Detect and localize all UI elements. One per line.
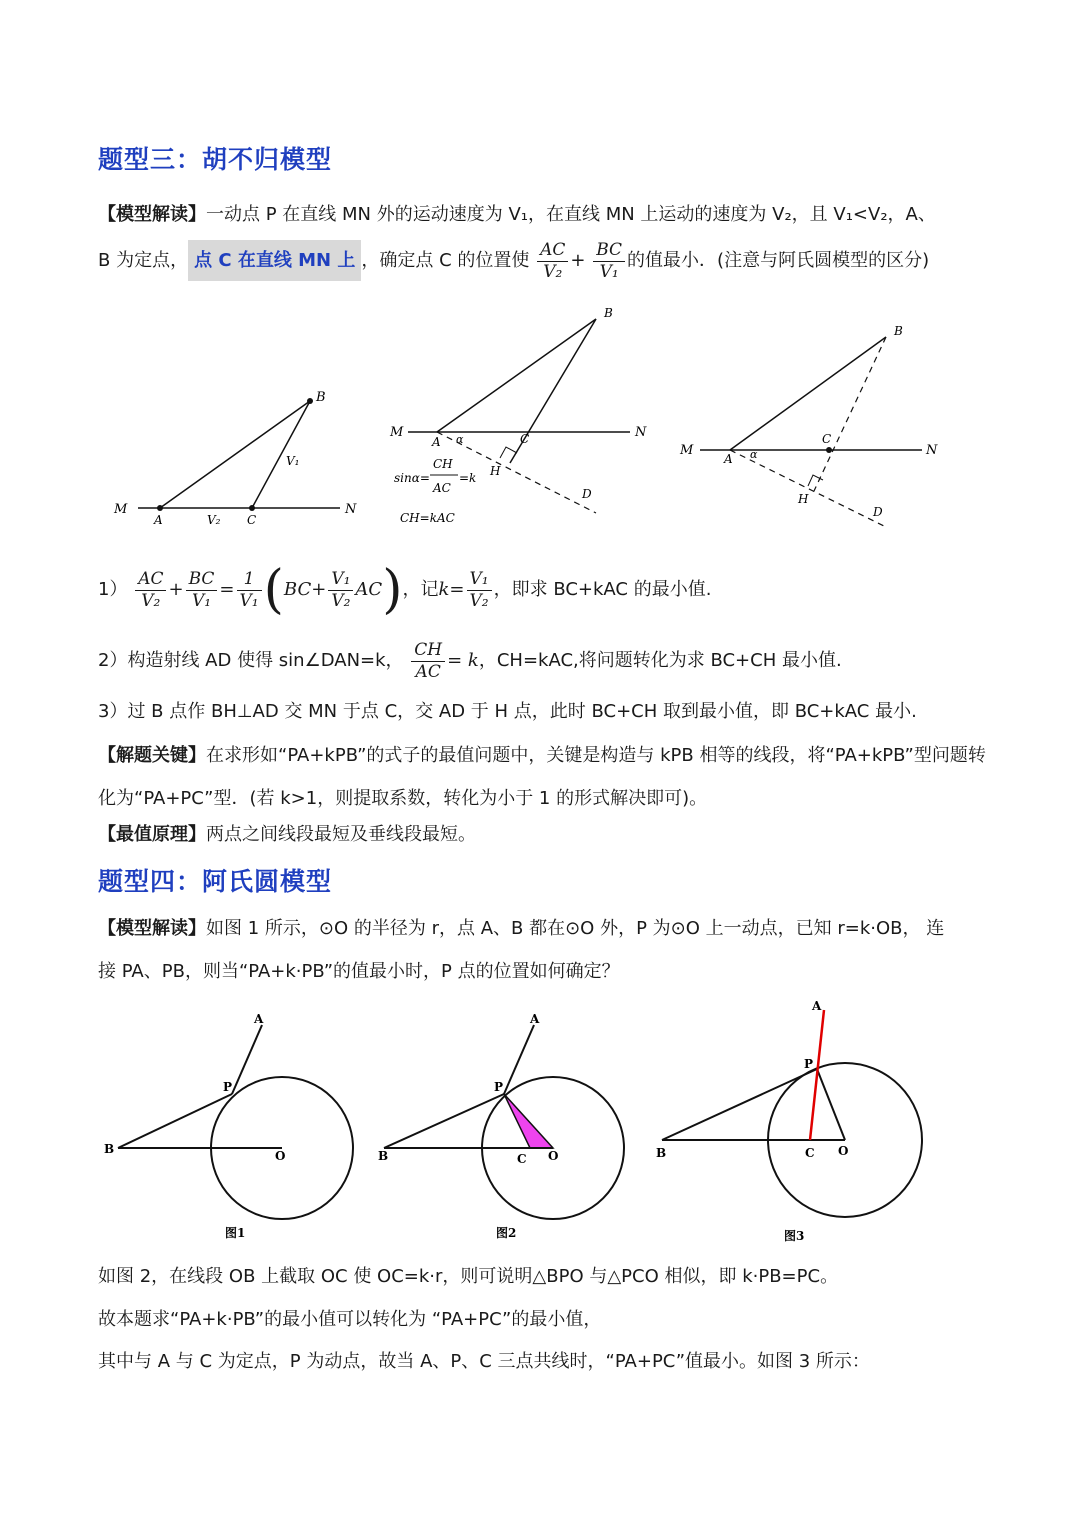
- fig-c-label-b: B: [894, 324, 903, 338]
- step-2: [98, 636, 842, 686]
- highlight-point-c: 点 C 在直线 MN 上: [188, 240, 361, 281]
- fig-b-label-b: B: [604, 306, 613, 320]
- figure-b: [389, 306, 647, 525]
- s4-line-a: 如图 2，在线段 OB 上截取 OC 使 OC=k·r，则可说明△BPO 与△PCO 相似，即 k·PB=PC。: [98, 1266, 839, 1287]
- step2-frac-ch-ac: $\frac{CH}{AC}$: [411, 640, 445, 683]
- fig2-caption: 图2: [496, 1226, 517, 1240]
- step1-frac-ac-v2: $\frac{AC}{\text{V₂}}$: [135, 569, 166, 612]
- fig2-label-a: A: [530, 1012, 540, 1026]
- hubugui-figures: [0, 295, 1080, 535]
- fig2-label-o: O: [548, 1149, 559, 1163]
- fig-b-sin-lhs: sinα=: [394, 471, 430, 485]
- plus-sign: +: [570, 250, 586, 271]
- figure-2: [378, 1012, 624, 1240]
- step1-lparen: (: [263, 560, 284, 620]
- model-interp-line2: [98, 238, 929, 284]
- interp-label: 【模型解读】: [98, 204, 206, 225]
- fig-a-label-v2: V₂: [207, 513, 221, 527]
- fig-a-label-b: B: [316, 390, 326, 405]
- fig-a-label-a: A: [154, 513, 163, 527]
- key-line-2: 化为“PA+PC”型．(若 k>1，则提取系数，转化为小于 1 的形式解决即可)。: [98, 788, 708, 809]
- fig-a-label-m: M: [114, 502, 128, 517]
- fig1-caption: 图1: [225, 1226, 246, 1240]
- step-3: 3）过 B 点作 BH⊥AD 交 MN 于点 C，交 AD 于 H 点，此时 BC+CH 取到最小值，即 BC+kAC 最小.: [98, 701, 917, 722]
- key-label: 【解题关键】: [98, 745, 206, 766]
- fig-b-sin-den: AC: [433, 481, 451, 495]
- fig-a-label-c: C: [247, 513, 257, 527]
- fig3-label-a: A: [812, 999, 822, 1013]
- fig-c-alpha: α: [750, 448, 758, 461]
- step-1: [98, 562, 711, 618]
- step1-k: k: [438, 579, 450, 600]
- fig-b-sin-num: CH: [433, 457, 453, 471]
- figure-1: [104, 1012, 353, 1240]
- fig3-label-c: C: [805, 1146, 815, 1160]
- step2-eqk: = k: [447, 650, 479, 671]
- fig1-label-o: O: [275, 1149, 286, 1163]
- principle-line: [98, 820, 476, 850]
- s4-line-b: 故本题求“PA+k·PB”的最小值可以转化为 “PA+PC”的最小值，: [98, 1309, 602, 1330]
- fig-b-label-n: N: [635, 425, 647, 440]
- step2-text-b: ，CH=kAC,将问题转化为求 BC+CH 最小值.: [478, 650, 842, 671]
- s4-interp-text-1: 如图 1 所示，⊙O 的半径为 r，点 A、B 都在⊙O 外，P 为⊙O 上一动点，已知 r=k·OB， 连: [206, 918, 945, 939]
- section3-title: 题型三：胡不归模型: [98, 145, 333, 174]
- fig-c-label-m: M: [680, 443, 694, 458]
- principle-text: 两点之间线段最短及垂线段最短。: [206, 824, 476, 845]
- fig-c-label-d: D: [873, 505, 883, 519]
- s4-interp-label: 【模型解读】: [98, 918, 206, 939]
- fig1-label-b: B: [104, 1142, 115, 1156]
- fig-b-label-h: H: [490, 464, 501, 478]
- apollonius-figures: [0, 995, 1080, 1250]
- fig1-label-a: A: [254, 1012, 264, 1026]
- step1-bc: BC: [283, 579, 312, 600]
- step1-frac-v1-v2: $\frac{\text{V₁}}{\text{V₂}}$: [328, 569, 353, 612]
- step1-end: ，即求 BC+kAC 的最小值.: [493, 579, 712, 600]
- fig-b-label-a: A: [432, 435, 441, 449]
- fig-b-alpha: α: [456, 433, 464, 446]
- step1-mid: ，记: [402, 579, 439, 600]
- fig-c-label-h: H: [798, 492, 809, 506]
- fig3-caption: 图3: [784, 1229, 805, 1243]
- fig-b-ch-kac: CH=kAC: [400, 511, 455, 525]
- fig-c-label-n: N: [926, 443, 938, 458]
- key-line-1: [98, 741, 986, 771]
- fig3-label-p: P: [804, 1057, 814, 1071]
- fig-a-label-n: N: [345, 502, 357, 517]
- fig2-label-b: B: [378, 1149, 389, 1163]
- s4-interp-line1: [98, 914, 944, 944]
- section4-title: 题型四：阿氏圆模型: [98, 867, 333, 896]
- principle-label: 【最值原理】: [98, 824, 206, 845]
- fig-a-label-v1: V₁: [286, 454, 300, 468]
- figure-3: [656, 999, 922, 1243]
- step1-number: 1）: [98, 579, 128, 600]
- interp-text-2c: 的值最小．(注意与阿氏圆模型的区分): [627, 250, 930, 271]
- figure-c: [679, 324, 938, 527]
- step2-text-a: 2）构造射线 AD 使得 sin∠DAN=k，: [98, 650, 404, 671]
- model-interp-line1: [98, 200, 936, 230]
- step1-rparen: ): [382, 560, 403, 620]
- key-text-1: 在求形如“PA+kPB”的式子的最值问题中，关键是构造与 kPB 相等的线段，将“PA+kPB”型问题转: [206, 745, 986, 766]
- fig1-label-p: P: [223, 1080, 233, 1094]
- fig3-label-o: O: [838, 1144, 849, 1158]
- step1-frac-1-v1: $\frac{1}{\text{V₁}}$: [237, 569, 262, 612]
- step1-plus1: +: [168, 579, 184, 600]
- frac-bc-v1: $\frac{BC}{\text{V₁}}$: [593, 240, 625, 283]
- fig-b-label-m: M: [390, 425, 404, 440]
- s4-interp-line2: 接 PA、PB，则当“PA+k·PB”的值最小时，P 点的位置如何确定？: [98, 961, 620, 982]
- s4-line-c: 其中与 A 与 C 为定点，P 为动点，故当 A、P、C 三点共线时，“PA+PC”值最小。如图 3 所示：: [98, 1351, 870, 1372]
- interp-text-1: 一动点 P 在直线 MN 外的运动速度为 V₁，在直线 MN 上运动的速度为 V₂，且 V₁<V₂，A、: [206, 204, 936, 225]
- step1-eq: =: [219, 579, 235, 600]
- fig-c-label-a: A: [724, 452, 733, 466]
- fig2-label-c: C: [517, 1152, 527, 1166]
- fig2-label-p: P: [494, 1080, 504, 1094]
- fig-c-label-c: C: [822, 432, 832, 446]
- step1-plus2: +: [311, 579, 327, 600]
- interp-text-2b: ，确定点 C 的位置使: [361, 250, 530, 271]
- fig-b-label-c: C: [520, 432, 530, 446]
- figure-a: [113, 390, 357, 527]
- step1-frac-bc-v1: $\frac{BC}{\text{V₁}}$: [186, 569, 218, 612]
- fig-b-label-d: D: [582, 487, 592, 501]
- interp-text-2a: B 为定点，: [98, 250, 189, 271]
- step1-ac: AC: [355, 579, 383, 600]
- frac-ac-v2: $\frac{AC}{\text{V₂}}$: [537, 240, 568, 283]
- fig3-label-b: B: [656, 1146, 667, 1160]
- step1-eq2: =: [449, 579, 465, 600]
- fig-b-sin-rhs: =k: [459, 471, 477, 485]
- step1-frac-k: $\frac{\text{V₁}}{\text{V₂}}$: [467, 569, 492, 612]
